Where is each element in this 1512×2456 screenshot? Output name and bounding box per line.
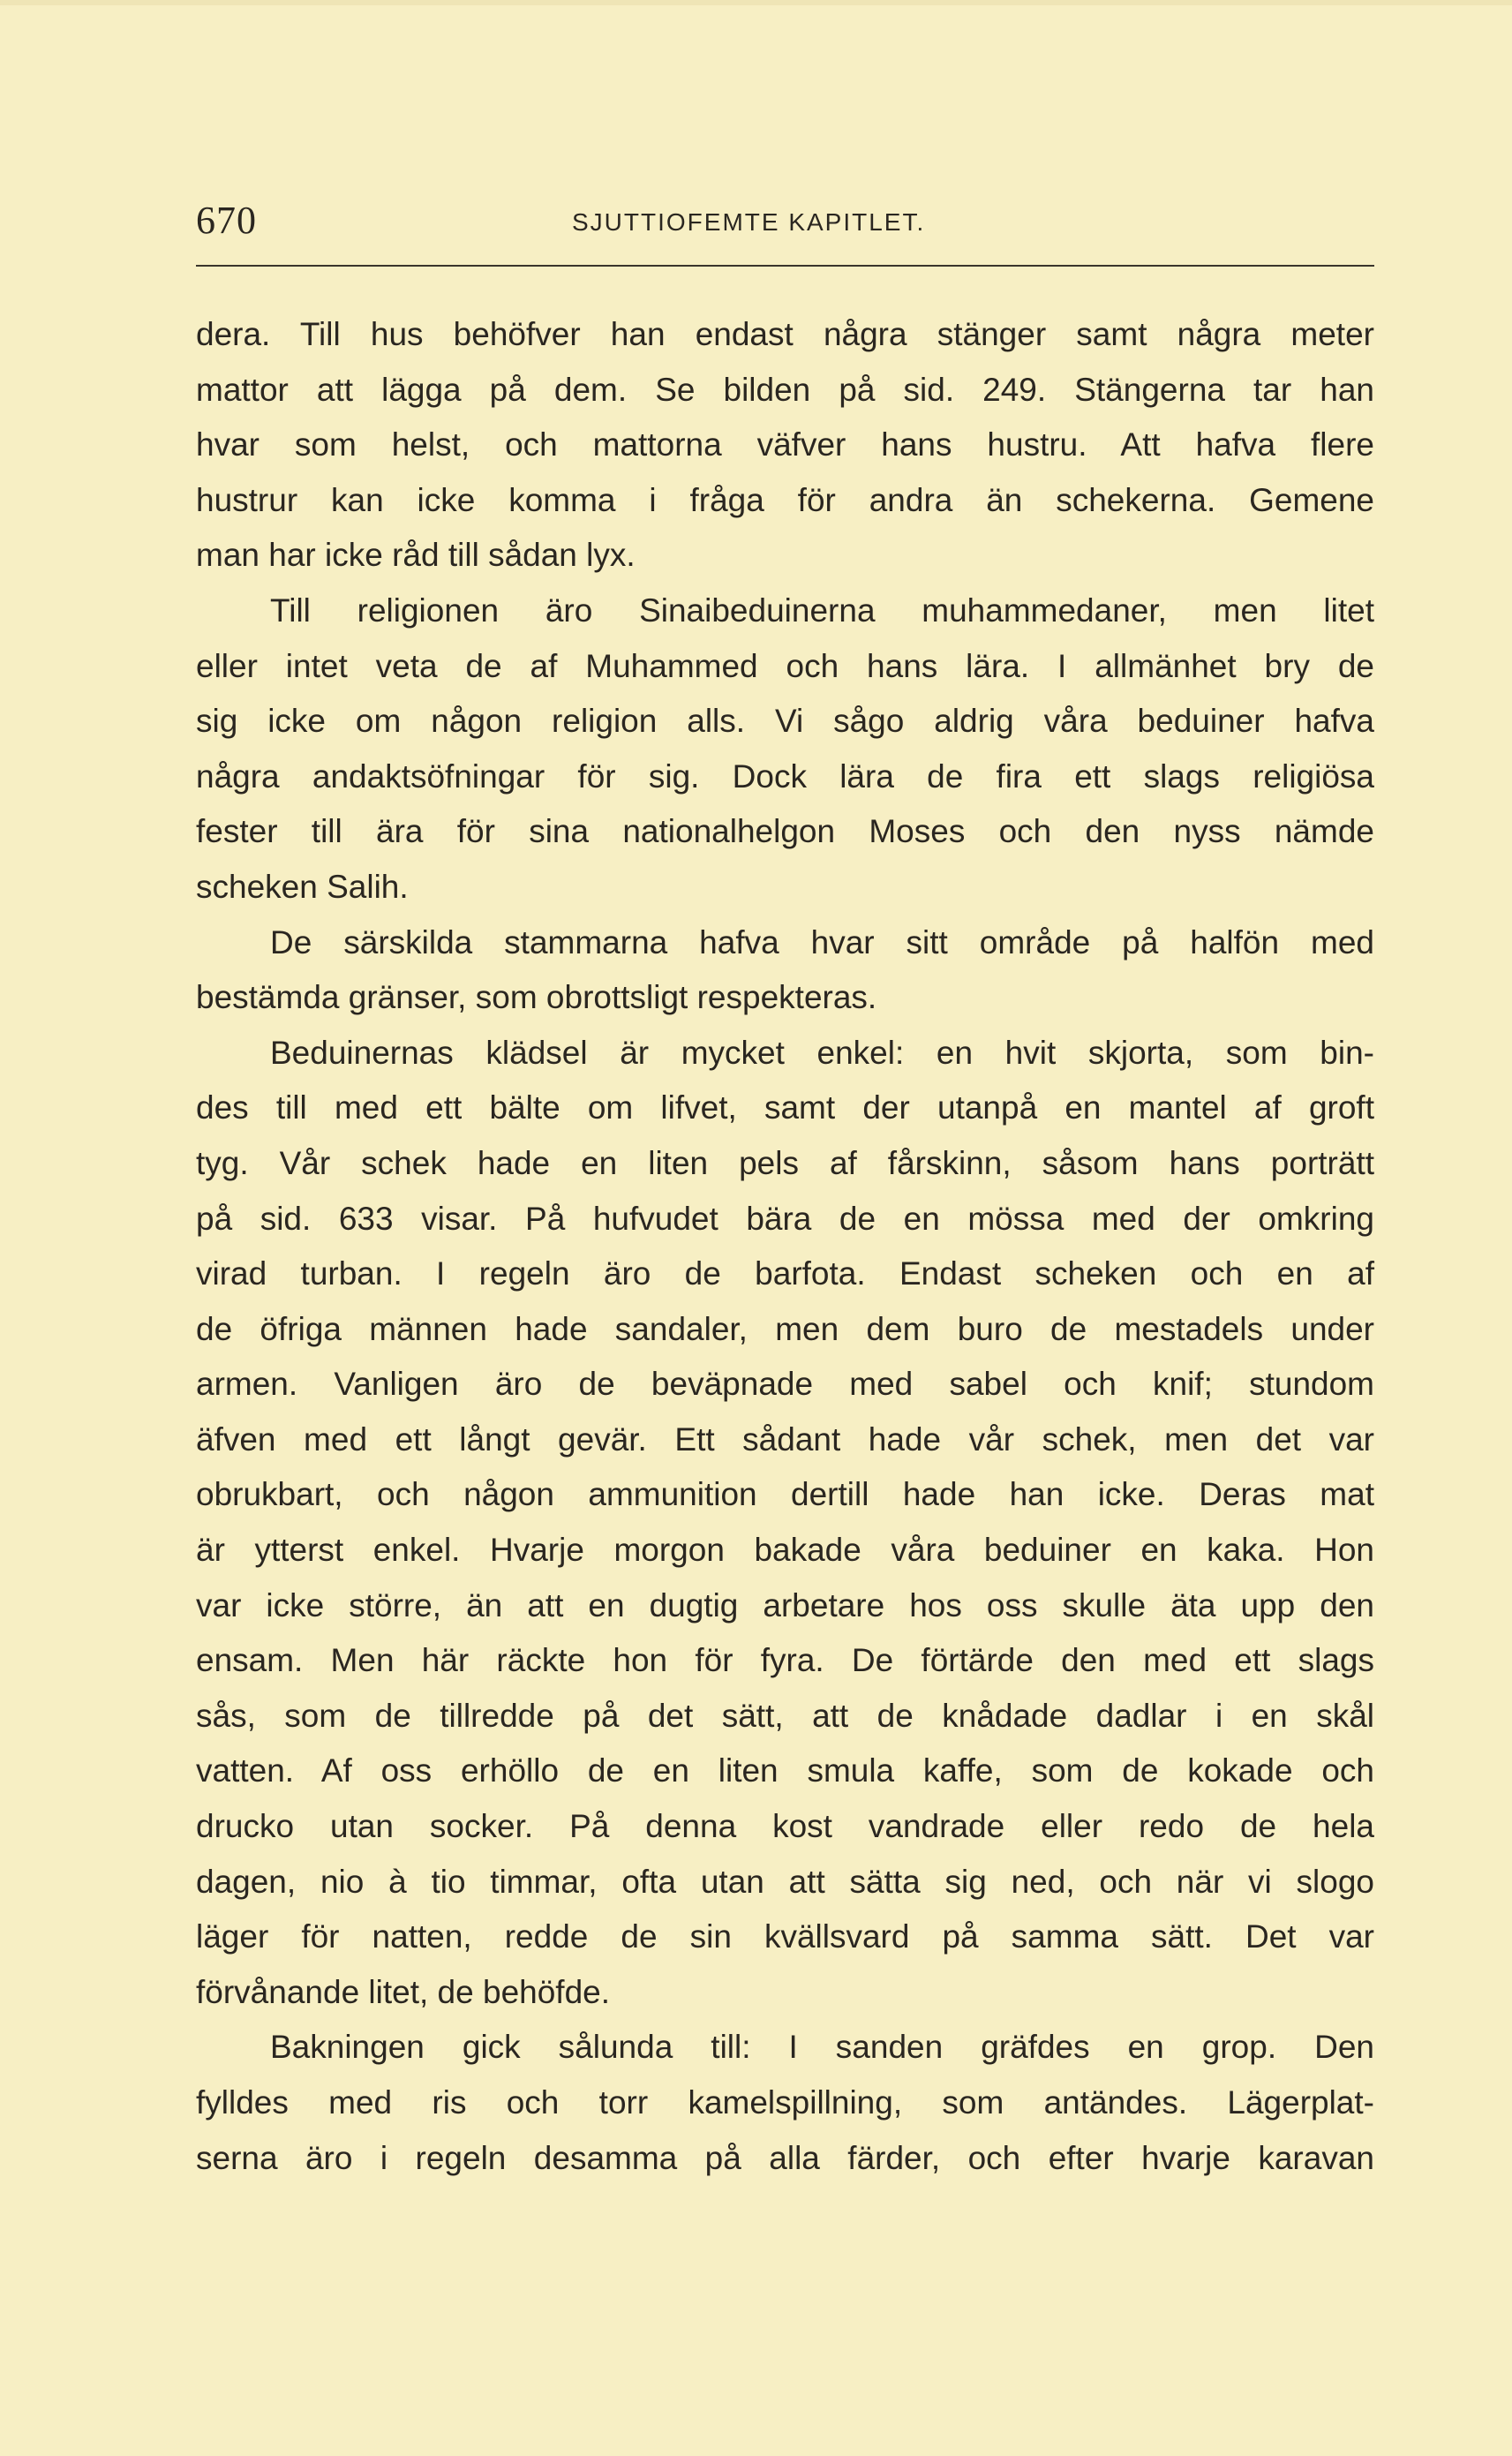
text-line: äfven med ett långt gevär. Ett sådant hade vår schek, men det var xyxy=(196,1420,1374,1458)
page-top-edge xyxy=(0,0,1512,5)
paragraph-start-line: Beduinernas klädsel är mycket enkel: en hvit skjorta, som bin- xyxy=(270,1034,1374,1071)
text-line: tyg. Vår schek hade en liten pels af fårskinn, såsom hans porträtt xyxy=(196,1144,1374,1181)
text-line: obrukbart, och någon ammunition dertill hade han icke. Deras mat xyxy=(196,1476,1374,1513)
text-line: förvånande litet, de behöfde. xyxy=(196,1973,611,2010)
text-line: bestämda gränser, som obrottsligt respekteras. xyxy=(196,979,877,1016)
running-title: SJUTTIOFEMTE KAPITLET. xyxy=(572,208,926,236)
text-line: är ytterst enkel. Hvarje morgon bakade våra beduiner en kaka. Hon xyxy=(196,1532,1374,1569)
text-line: fylldes med ris och torr kamelspillning, som antändes. Lägerplat- xyxy=(196,2084,1374,2121)
paragraph-start-line: Till religionen äro Sinaibeduinerna muhammedaner, men litet xyxy=(270,591,1374,629)
text-line: scheken Salih. xyxy=(196,868,409,905)
text-line: dagen, nio à tio timmar, ofta utan att sätta sig ned, och när vi slogo xyxy=(196,1863,1374,1900)
paragraph-start-line: De särskilda stammarna hafva hvar sitt område på halfön med xyxy=(270,923,1374,961)
header-rule xyxy=(196,265,1374,267)
text-line: ensam. Men här räckte hon för fyra. De förtärde den med ett slags xyxy=(196,1642,1374,1679)
text-line: armen. Vanligen äro de beväpnade med sabel och knif; stundom xyxy=(196,1366,1374,1403)
paragraph-start-line: Bakningen gick sålunda till: I sanden gräfdes en grop. Den xyxy=(270,2029,1374,2066)
text-line: på sid. 633 visar. På hufvudet bära de en mössa med der omkring xyxy=(196,1200,1374,1237)
text-line: var icke större, än att en dugtig arbetare hos oss skulle äta upp den xyxy=(196,1586,1374,1624)
text-line: des till med ett bälte om lifvet, samt der utanpå en mantel af groft xyxy=(196,1089,1374,1126)
page-header xyxy=(196,194,1374,247)
text-line: virad turban. I regeln äro de barfota. Endast scheken och en af xyxy=(196,1255,1374,1292)
text-line: hvar som helst, och mattorna väfver hans hustru. Att hafva flere xyxy=(196,426,1374,463)
text-line: drucko utan socker. På denna kost vandrade eller redo de hela xyxy=(196,1808,1374,1845)
text-line: hustrur kan icke komma i fråga för andra än schekerna. Gemene xyxy=(196,481,1374,518)
text-line: mattor att lägga på dem. Se bilden på sid. 249. Stängerna tar han xyxy=(196,371,1374,408)
text-line: läger för natten, redde de sin kvällsvard på samma sätt. Det var xyxy=(196,1918,1374,1955)
text-line: serna äro i regeln desamma på alla färder, och efter hvarje karavan xyxy=(196,2139,1374,2176)
text-line: fester till ära för sina nationalhelgon Moses och den nyss nämde xyxy=(196,813,1374,850)
text-line: några andaktsöfningar för sig. Dock lära de fira ett slags religiösa xyxy=(196,757,1374,795)
text-body xyxy=(196,307,1374,2186)
text-line: sås, som de tillredde på det sätt, att de knådade dadlar i en skål xyxy=(196,1697,1374,1734)
text-line: sig icke om någon religion alls. Vi sågo aldrig våra beduiner hafva xyxy=(196,703,1374,740)
text-line: vatten. Af oss erhöllo de en liten smula kaffe, som de kokade och xyxy=(196,1752,1374,1789)
page-number: 670 xyxy=(196,199,257,242)
text-line: eller intet veta de af Muhammed och hans lära. I allmänhet bry de xyxy=(196,647,1374,684)
text-line: de öfriga männen hade sandaler, men dem buro de mestadels under xyxy=(196,1310,1374,1347)
text-line: dera. Till hus behöfver han endast några stänger samt några meter xyxy=(196,316,1374,352)
text-line: man har icke råd till sådan lyx. xyxy=(196,537,636,574)
